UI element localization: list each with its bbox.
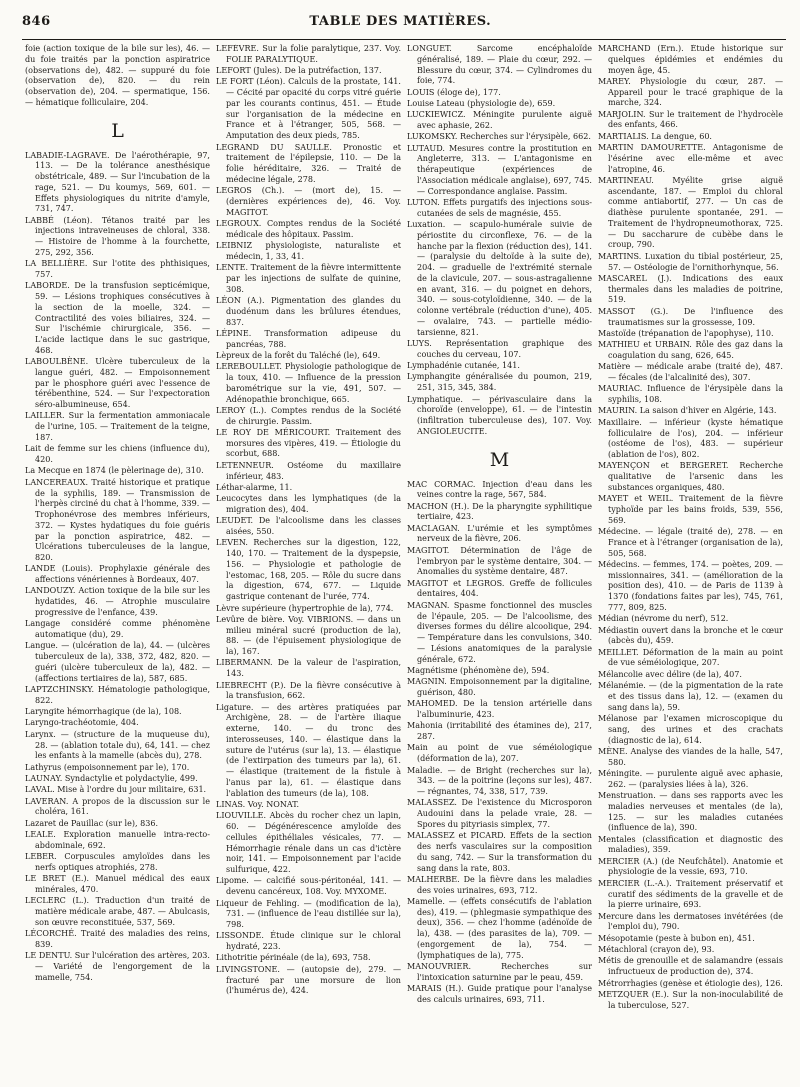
index-entry: LEROY (L.). Comptes rendus de la Société de chirurgie. Passim.: [216, 405, 401, 426]
index-entry: LAILLER. Sur la fermentation ammoniacale de l'urine, 105. — Traitement de la teigne, 187.: [25, 411, 210, 442]
index-columns: [22, 44, 786, 1082]
index-entry: Langue. — (ulcération de la), 44. — (ulcères tuberculeux de la), 338, 372, 482, 820. — guéri (ulcère tuberculeux de la), 482. — (affections tertiaires de la), 587, 685.: [25, 641, 210, 683]
index-entry: LINAS. Voy. NONAT.: [216, 800, 300, 809]
index-entry: Mercure dans les dermatoses invétérées (de l'emploi du), 790.: [598, 911, 783, 932]
index-entry: Levûre de bière. Voy. VIBRIONS. — dans un milieu minéral sucré (production de la), 88. — (de l'épuisement physiologique de la), 167.: [216, 614, 401, 657]
index-entry: MAGITOT et LEGROS. Greffe de follicules dentaires, 404.: [407, 578, 592, 599]
index-entry: LUYS. Représentation graphique des couches du cerveau, 107.: [407, 339, 592, 359]
index-entry: LABOULBÈNE. Ulcère tuberculeux de la langue guéri, 482. — Empoisonnement par le phosphore guéri avec l'essence de térébenthine, 524. — Sur l'expectoration séro-albumineuse, 654.: [25, 357, 210, 410]
index-entry: LABORDE. De la transfusion septicémique, 59. — Lésions trophiques consécutives à la section de la moelle, 324. — Contractilité des voies biliaires, 324. — Sur l'ischémie chirurgicale, 356. — L'acide lactique dans le suc gastrique, 468.: [25, 281, 210, 355]
index-entry: LE DENTU. Sur l'ulcération des artères, 203. — Variété de l'engorgement de la mamelle, 754.: [25, 951, 210, 982]
column-4: [595, 44, 786, 1082]
index-entry: LIOUVILLE. Abcès du rocher chez un lapin, 60. — Dégénérescence amyloïde des cellules épithéliales vésicales, 77. — Hémorrhagie rénale dans un cas d'ictère noir, 141. — Empoisonnement par l'acide sulfurique, 422.: [216, 811, 401, 875]
index-entry: Lèpreux de la forêt du Taléché (le), 649.: [216, 350, 381, 360]
index-entry: Mélanémie. — (de la pigmentation de la rate et des tissus dans la), 12. — (examen du sang dans la), 59.: [598, 681, 783, 712]
index-entry: MASSOT (G.). De l'influence des traumatismes sur la grossesse, 109.: [598, 306, 783, 327]
index-entry: LUCKIEWICZ. Méningite purulente aiguë avec aphasie, 262.: [407, 110, 592, 131]
index-entry: Ligature. — des artères pratiquées par Archigène, 28. — de l'artère iliaque externe, 140. — du tronc des interosseuses, 140. — élastique dans la suture de l'utérus (sur la), 13. — élastique (de l'extirpation des tumeurs par la), 61. — élastique (traitement de la fistule à l'anus par la), 61. — élastique dans l'ablation des tumeurs (de la), 108.: [216, 702, 401, 798]
index-entry: MARAIS (H.). Guide pratique pour l'analyse des calculs urinaires, 693, 711.: [407, 984, 592, 1004]
page-header: [22, 14, 786, 36]
index-entry: LE ROY DE MÉRICOURT. Traitement des morsures des vipères, 419. — Étiologie du scorbut, 688.: [216, 427, 401, 459]
index-entry: Mentales (classification et diagnostic des maladies), 359.: [598, 834, 783, 855]
index-entry: Mélancolie avec délire (de la), 407.: [598, 669, 742, 679]
index-entry: LAPTZCHINSKY. Hématologie pathologique, 822.: [25, 684, 210, 705]
index-entry: LIEBRECHT (P.). De la fièvre consécutive à la transfusion, 662.: [216, 680, 401, 701]
index-entry: LISSONDE. Étude clinique sur le chloral hydraté, 223.: [216, 931, 401, 952]
index-entry: LEVEN. Recherches sur la digestion, 122, 140, 170. — Traitement de la dyspepsie, 156. — Physiologie et pathologie de l'estomac, 168, 205. — Rôle du sucre dans la digestion, 674, 677. — Liquide gastrique contenant de l'urée, 774.: [216, 538, 401, 602]
index-entry: Lazaret de Pauillac (sur le), 836.: [25, 818, 159, 828]
index-entry: Menstruation. — dans ses rapports avec les maladies nerveuses et mentales (de la), 125. — sur les maladies cutanées (influence de la), 390.: [598, 791, 783, 833]
index-entry: LEBER. Corpuscules amyloïdes dans les nerfs optiques atrophiés, 278.: [25, 852, 210, 872]
index-entry: Lipome. — calcifié sous-péritonéal, 141. — devenu cancéreux, 108. Voy. MYXOME.: [216, 876, 401, 897]
index-entry: Luxation. — scapulo-humérale suivie de périostite du circonflexe, 76. — de la hanche par la flexion (réduction des), 141. — (paralysie du deltoïde à la suite de), 204. — graduelle de l'extrémité sternale de la clavicule, 207. — sous-astragalienne en avant, 316. — du poignet en dehors, 340. — sous-cotyloïdienne, 340. — de la colonne vertébrale (réduction d'une), 405. — ovalaire, 743. — partielle médio-tarsienne, 821.: [407, 220, 592, 337]
index-entry: MAGITOT. Détermination de l'âge de l'embryon par le système dentaire, 304. — Anomalies du système dentaire, 487.: [407, 545, 592, 577]
section-letter: M: [489, 448, 510, 471]
index-entry: MASCAREL (J.). Indications des eaux thermales dans les maladies de poitrine, 519.: [598, 273, 783, 305]
index-entry: MAGNAN. Spasme fonctionnel des muscles de l'épaule, 205. — De l'alcoolisme, des diverses formes du délire alcoolique, 294. — Température dans les convulsions, 340. — Lésions anatomiques de la paralysie générale, 672.: [407, 600, 592, 664]
index-entry: La Mecque en 1874 (le pèlerinage de), 310.: [25, 466, 204, 476]
index-entry: LUKOMSKY. Recherches sur l'érysipèle, 662.: [407, 132, 591, 142]
index-entry: MARTINS. Luxation du tibial postérieur, 25, 57. — Ostéologie de l'ornithorhynque, 56.: [598, 251, 783, 272]
index-entry: MARTIALIS. La dengue, 60.: [598, 131, 712, 141]
page-number: 846: [22, 14, 51, 29]
index-entry: LEGRAND DU SAULLE. Pronostic et traitement de l'épilepsie, 110. — De la folie héréditaire, 326. — Traité de médecine légale, 278.: [216, 142, 401, 184]
index-entry: Médian (névrome du nerf), 512.: [598, 614, 729, 624]
header-rule: [22, 39, 786, 40]
index-entry: MARJOLIN. Sur le traitement de l'hydrocèle des enfants, 466.: [598, 109, 783, 130]
index-entry: Maladie. — de Bright (recherches sur la), 343. — de la poitrine (leçons sur les), 487. — régnantes, 74, 338, 517, 739.: [407, 765, 592, 797]
index-entry: LE FORT (Léon). Calculs de la prostate, 141. — Cécité par opacité du corps vitré guérie par les courants continus, 451. — Étude sur l'organisation de la médecine en France et à l'étranger, 505, 568. — Amputation des deux pieds, 785.: [216, 77, 401, 141]
index-entry: Métrorrhagies (genèse et étiologie des), 126.: [598, 978, 783, 988]
index-entry: Laryngite hémorrhagique (de la), 108.: [25, 707, 182, 717]
index-entry: Maxillaire. — inférieur (kyste hématique folliculaire de l'os), 204. — inférieur (ostéome de l'os), 483. — supérieur (ablation de l'os), 802.: [598, 417, 783, 460]
index-entry: LAVAL. Mise à l'ordre du jour militaire, 631.: [25, 785, 207, 795]
index-entry: METZQUER (E.). Sur la non-inoculabilité de la tuberculose, 527.: [598, 989, 783, 1010]
index-entry: MERCIER (A.) (de Neufchâtel). Anatomie et physiologie de la vessie, 693, 710.: [598, 856, 783, 877]
index-entry: LOUIS (éloge de), 177.: [407, 87, 501, 97]
index-entry: LEGROUX. Comptes rendus de la Société médicale des hôpitaux. Passim.: [216, 218, 401, 239]
index-entry: LAVERAN. A propos de la discussion sur le choléra, 161.: [25, 796, 210, 817]
index-entry: Leucocytes dans les lymphatiques (de la migration des), 404.: [216, 494, 401, 514]
index-entry: LEFÈVRE. Sur la folie paralytique, 237. Voy. FOLIE PARALYTIQUE.: [216, 44, 401, 64]
index-entry: MEILLET. Déformation de la main au point de vue séméiologique, 207.: [598, 647, 783, 668]
index-entry: Méningite. — purulente aiguë avec aphasie, 262. — (paralysies liées à la), 326.: [598, 768, 783, 789]
index-entry: LUTAUD. Mesures contre la prostitution en Angleterre, 313. — L'antagonisme en thérapeutique (expériences de l'Association médicale anglaise), 697, 745. — Correspondance anglaise. Passim.: [407, 143, 592, 196]
index-entry: MARCHAND (Ern.). Étude historique sur quelques épidémies et endémies du moyen âge, 45.: [598, 44, 783, 75]
index-entry: Louise Lateau (physiologie de), 659.: [407, 98, 556, 108]
index-entry: MARTINEAU. Myélite grise aiguë ascendante, 187. — Emploi du chloral comme antiabortif, 277. — Un cas de diathèse purulente spontanée, 291. — Traitement de l'hydropneumothorax, 725. — Du saccharure de cubèbe dans le croup, 790.: [598, 175, 783, 250]
index-entry: Lithotritie périnéale (de la), 693, 758.: [216, 953, 371, 963]
index-entry: LEUDET. De l'alcoolisme dans les classes aisées, 550.: [216, 516, 401, 537]
index-entry: Lathyrus (empoisonnement par le), 170.: [25, 762, 190, 772]
index-entry: LEGROS (Ch.). — (mort de), 15. — (dernières expériences de), 46. Voy. MAGITOT.: [216, 186, 401, 217]
index-entry: LAUNAY. Syndactylie et polydactylie, 499.: [25, 773, 198, 783]
index-entry: MAC CORMAC. Injection d'eau dans les veines contre la rage, 567, 584.: [407, 479, 592, 500]
section-letter: L: [111, 119, 124, 142]
index-entry: Métis de grenouille et de salamandre (essais infructueux de production de), 374.: [598, 956, 783, 977]
index-entry: MÈNE. Analyse des viandes de la halle, 547, 580.: [598, 746, 783, 767]
index-entry: LECLERC (L.). Traduction d'un traité de matière médicale arabe, 487. — Abulcasis, son œuvre reconstituée, 537, 569.: [25, 896, 210, 927]
index-entry: MAYENÇON et BERGERET. Recherche qualitative de l'arsenic dans les substances organiques, 480.: [598, 461, 783, 492]
index-entry: Mésopotamie (peste à bubon en), 451.: [598, 933, 755, 943]
index-entry: LEFORT (Jules). De la putréfaction, 137.: [216, 66, 382, 76]
index-entry: Mahonia (irritabilité des étamines de), 217, 287.: [407, 721, 592, 742]
index-entry: MAURIN. La saison d'hiver en Algérie, 143.: [598, 406, 777, 416]
index-entry: LONGUET. Sarcome encéphaloïde généralisé, 189. — Plaie du cœur, 292. — Blessure du cœur, 374. — Cylindromes du foie, 774.: [407, 44, 592, 86]
index-entry: Larynx. — (structure de la muqueuse du), 28. — (ablation totale du), 64, 141. — chez les enfants à la mamelle (abcès du), 278.: [25, 729, 210, 761]
index-entry: LENTE. Traitement de la fièvre intermittente par les injections de sulfate de quinine, 308.: [216, 263, 402, 294]
index-entry-continuation: foie (action toxique de la bile sur les), 46. — du foie traités par la ponction aspiratrice (observations de), 482. — suppuré du foie (observation de), 820. — du rein (observation de), 204. — spermatique, 156. — hématique folliculaire, 204.: [25, 44, 210, 107]
index-entry: Lait de femme sur les chiens (influence du), 420.: [25, 444, 210, 465]
index-entry: Médecins. — femmes, 174. — poètes, 209. — missionnaires, 341. — (amélioration de la position des), 410. — de Paris de 1139 à 1370 (fondations faites par les), 745, 761, 777, 809, 825.: [598, 559, 783, 612]
index-entry: LEIBNIZ physiologiste, naturaliste et médecin, 1, 33, 41.: [216, 241, 401, 261]
index-entry: LÉCORCHÉ. Traité des maladies des reins, 839.: [25, 929, 210, 949]
index-entry: Mastoïde (trépanation de l'apophyse), 110.: [598, 328, 774, 338]
index-entry: LABADIE-LAGRAVE. De l'aérothérapie, 97, 113. — De la tolérance anesthésique obstétricale, 489. — Sur l'incubation de la rage, 521. — Du koumys, 569, 601. — Effets physiologiques du nitrite d'amyle, 731, 747.: [25, 150, 210, 214]
index-entry: MAREY. Physiologie du cœur, 287. — Appareil pour le tracé graphique de la marche, 324.: [598, 76, 783, 108]
index-entry: MALASSEZ. De l'existence du Microsporon Audouini dans la pelade vraie, 28. — Spores du pityriasis simplex, 77.: [407, 798, 592, 829]
index-entry: LIVINGSTONE. — (autopsie de), 279. — fracturé par une morsure de lion (l'humérus de), 424.: [216, 964, 401, 996]
index-entry: MAURIAC. Influence de l'érysipèle dans la syphilis, 108.: [598, 384, 783, 405]
index-entry: Lymphangite généralisée du poumon, 219, 251, 315, 345, 384.: [407, 372, 592, 393]
index-entry: MACLAGAN. L'urémie et les symptômes nerveux de la fièvre, 206.: [407, 523, 592, 544]
index-entry: Médiastin ouvert dans la bronche et le cœur (abcès du), 459.: [598, 625, 783, 646]
index-entry: MALHERBE. De la fièvre dans les maladies des voies urinaires, 693, 712.: [407, 874, 592, 895]
index-entry: MAGNIN. Empoisonnement par la digitaline, guérison, 480.: [407, 677, 592, 697]
index-entry: MAYET et WEIL. Traitement de la fièvre typhoïde par les bains froids, 539, 556, 569.: [598, 494, 783, 525]
index-entry: MAHOMED. De la tension artérielle dans l'albuminurie, 423.: [407, 699, 592, 720]
index-entry: MALASSEZ et PICARD. Effets de la section des nerfs vasculaires sur la composition du sang, 742. — Sur la transformation du sang dans la rate, 803.: [407, 831, 592, 873]
index-entry: LANCEREAUX. Traité historique et pratique de la syphilis, 189. — Transmission de l'herpès circiné du chat à l'homme, 339. — Trophonévrose des membres inférieurs, 372. — Kystes hydatiques du foie guéris par la ponction aspiratrice, 482. — Ulcérations tuberculeuses de la langue, 820.: [25, 477, 210, 562]
index-entry: LANDE (Louis). Prophylaxie générale des affections vénériennes à Bordeaux, 407.: [25, 564, 210, 585]
index-entry: LÉPINE. Transformation adipeuse du pancréas, 788.: [216, 328, 401, 349]
index-entry: LABBÉ (Léon). Tétanos traité par les injections intraveineuses de chloral, 338. — Histoire de l'homme à la fourchette, 275, 292, 356.: [25, 215, 210, 257]
index-entry: MERCIER (L.-A.). Traitement préservatif et curatif des sédiments de la gravelle et de la pierre urinaire, 693.: [598, 878, 783, 910]
column-2: [213, 44, 404, 1082]
index-entry: Lèvre supérieure (hypertrophie de la), 774.: [216, 603, 394, 613]
index-entry: Lymphadénie cutanée, 141.: [407, 361, 520, 371]
index-entry: Mamelle. — (effets consécutifs de l'ablation des), 419. — (phlegmasie sympathique des deux), 356. — chez l'homme (adénoïde de la), 438. — (des parasites de la), 709. — (engorgement de la), 754. — (lymphatiques de la), 775.: [407, 896, 592, 960]
index-entry: LEREBOULLET. Physiologie pathologique de la toux, 410. — Influence de la pression barométrique sur la vie, 491, 507. — Adénopathie bronchique, 665.: [216, 362, 401, 404]
index-entry: LÉON (A.). Pigmentation des glandes du duodénum dans les brûlures étendues, 837.: [216, 296, 401, 327]
index-entry: LANDOUZY. Action toxique de la bile sur les hydatides, 46. — Atrophie musculaire progressive de l'enfance, 439.: [25, 586, 210, 617]
index-entry: Laryngo-trachéotomie, 404.: [25, 718, 139, 728]
index-entry: Métachloral (crayon de), 93.: [598, 945, 715, 955]
index-entry: MACHON (H.). De la pharyngite syphilitique tertiaire, 423.: [407, 501, 592, 522]
index-entry: Langage considéré comme phénomène automatique (du), 29.: [25, 619, 210, 640]
index-entry: LIBERMANN. De la valeur de l'aspiration, 143.: [216, 658, 401, 679]
index-entry: Magnétisme (phénomène de), 594.: [407, 665, 550, 675]
index-entry: MATHIEU et URBAIN. Rôle des gaz dans la coagulation du sang, 626, 645.: [598, 340, 783, 360]
index-entry: Lymphatique. — périvasculaire dans la choroïde (enveloppe), 61. — de l'intestin (infiltration tuberculeuse des), 107. Voy. ANGIOLEUCITE.: [407, 394, 592, 436]
index-entry: LA BELLIÈRE. Sur l'otite des phthisiques, 757.: [25, 259, 210, 279]
index-entry: LE BRET (E.). Manuel médical des eaux minérales, 470.: [25, 874, 210, 894]
column-1: [22, 44, 213, 1082]
index-entry: Léthar-alarme, 11.: [216, 482, 293, 492]
index-entry: MANOUVRIER. Recherches sur l'intoxication saturnine par le peau, 459.: [407, 962, 592, 982]
index-entry: Mélanose par l'examen microscopique du sang, des urines et des crachats (diagnostic de la), 614.: [598, 714, 783, 745]
index-entry: LETENNEUR. Ostéome du maxillaire inférieur, 483.: [216, 460, 401, 481]
page-title: TABLE DES MATIÈRES.: [309, 14, 492, 29]
index-entry: Matière — médicale arabe (traité de), 487. — fécales (de l'alcalinité des), 307.: [598, 362, 783, 383]
index-entry: MARTIN DAMOURETTE. Antagonisme de l'ésérine avec elle-même et avec l'atropine, 46.: [598, 143, 783, 174]
index-entry: Liqueur de Fehling. — (modification de la), 731. — (influence de l'eau distillée sur la), 798.: [216, 898, 401, 930]
index-entry: LEALE. Exploration manuelle intra-recto-abdominale, 692.: [25, 830, 210, 850]
index-entry: LUTON. Effets purgatifs des injections sous-cutanées de sels de magnésie, 455.: [407, 198, 592, 218]
index-entry: Médecine. — légale (traité de), 278. — en France et à l'étranger (organisation de la), 505, 568.: [598, 527, 783, 558]
column-3: [404, 44, 595, 1082]
index-entry: Main au point de vue séméiologique (déformation de la), 207.: [407, 743, 592, 764]
